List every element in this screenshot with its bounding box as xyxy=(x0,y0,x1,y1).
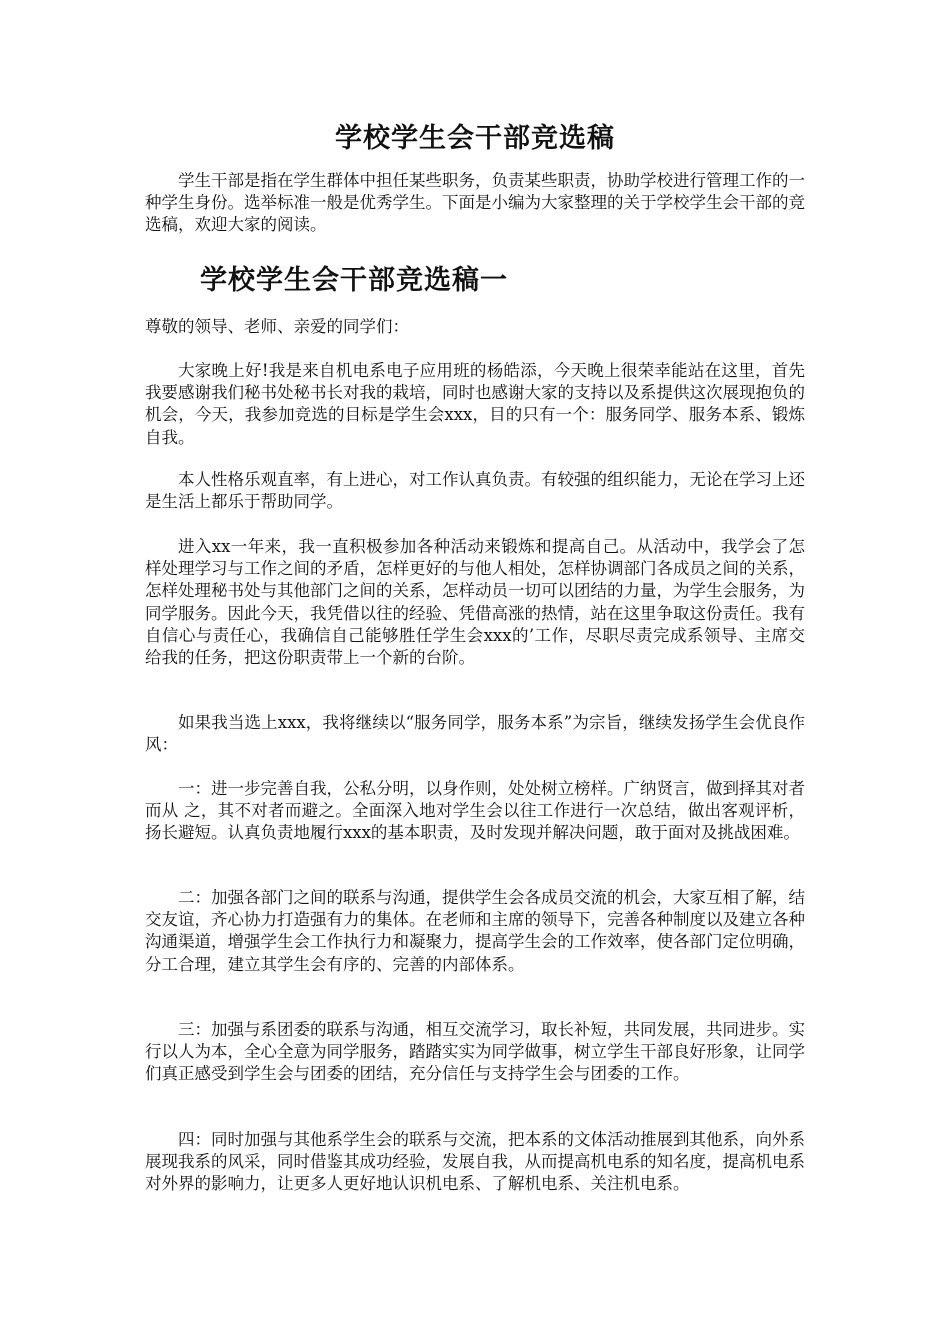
body-paragraph-2: 本人性格乐观直率，有上进心，对工作认真负责。有较强的组织能力，无论在学习上还是生活上都乐于帮助同学。 xyxy=(145,470,805,512)
body-paragraph-7: 三：加强与系团委的联系与沟通，相互交流学习，取长补短，共同发展，共同进步。实行以人为本，全心全意为同学服务，踏踏实实为同学做事，树立学生干部良好形象，让同学们真正感受到学生会与团委的团结，充分信任与支持学生会与团委的工作。 xyxy=(145,1020,805,1084)
body-paragraph-1: 大家晚上好!我是来自机电系电子应用班的杨皓添，今天晚上很荣幸能站在这里，首先我要感谢我们秘书处秘书长对我的栽培，同时也感谢大家的支持以及系提供这次展现抱负的机会，今天，我参加竞选的目标是学生会xxx，目的只有一个：服务同学、服务本系、锻炼自我。 xyxy=(145,361,805,447)
body-paragraph-6: 二：加强各部门之间的联系与沟通，提供学生会各成员交流的机会，大家互相了解，结交友谊，齐心协力打造强有力的集体。在老师和主席的领导下，完善各种制度以及建立各种沟通渠道，增强学生会工作执行力和凝聚力，提高学生会的工作效率，使各部门定位明确，分工合理，建立其学生会有序的、完善的内部体系。 xyxy=(145,888,805,974)
section-title: 学校学生会干部竞选稿一 xyxy=(200,265,508,296)
body-paragraph-8: 四：同时加强与其他系学生会的联系与交流，把本系的文体活动推展到其他系，向外系展现我系的风采，同时借鉴其成功经验，发展自我，从而提高机电系的知名度，提高机电系对外界的影响力，让更多人更好地认识机电系、了解机电系、关注机电系。 xyxy=(145,1130,805,1194)
body-paragraph-3: 进入xx一年来，我一直积极参加各种活动来锻炼和提高自己。从活动中，我学会了怎样处理学习与工作之间的矛盾，怎样更好的与他人相处，怎样协调部门各成员之间的关系，怎样处理秘书处与其他部门之间的关系，怎样动员一切可以团结的力量，为学生会服务，为同学服务。因此今天，我凭借以往的经验、凭借高涨的热情，站在这里争取这份责任。我有自信心与责任心，我确信自己能够胜任学生会xxx的’工作，尽职尽责完成系领导、主席交给我的任务，把这份职责带上一个新的台阶。 xyxy=(145,537,805,668)
salutation: 尊敬的领导、老师、亲爱的同学们： xyxy=(145,317,409,336)
intro-paragraph: 学生干部是指在学生群体中担任某些职务，负责某些职责，协助学校进行管理工作的一种学生身份。选举标准一般是优秀学生。下面是小编为大家整理的关于学校学生会干部的竞选稿，欢迎大家的阅读。 xyxy=(145,171,805,235)
document-title: 学校学生会干部竞选稿 xyxy=(335,123,615,154)
body-paragraph-4: 如果我当选上xxx，我将继续以“服务同学，服务本系”为宗旨，继续发扬学生会优良作风： xyxy=(145,713,805,755)
body-paragraph-5: 一：进一步完善自我，公私分明，以身作则，处处树立榜样。广纳贤言，做到择其对者而从 之，其不对者而避之。全面深入地对学生会以往工作进行一次总结，做出客观评析，扬长避短。认真负责地履行xxx的基本职责，及时发现并解决问题，敢于面对及挑战困难。 xyxy=(145,779,805,843)
